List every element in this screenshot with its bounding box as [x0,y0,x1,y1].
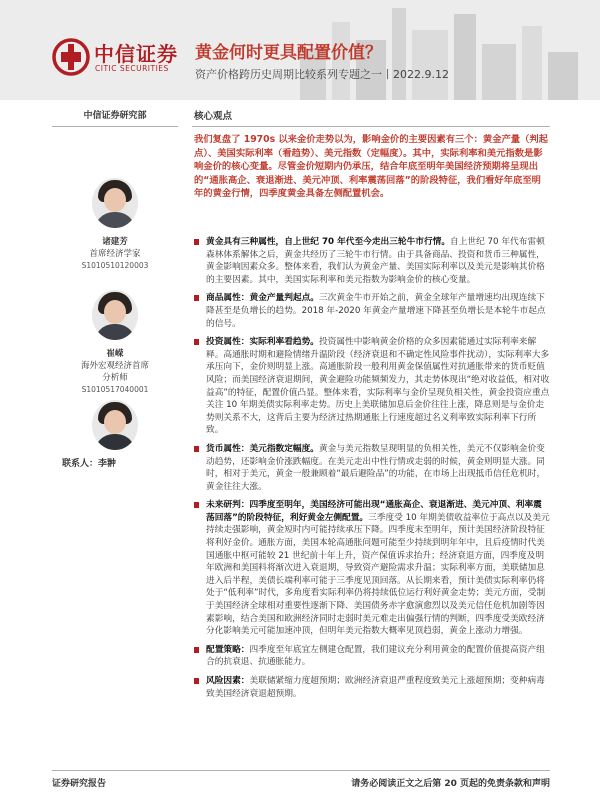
skyline-building [454,14,476,100]
contact-label: 联系人：李翀 [62,459,117,469]
analyst-role: 首席经济学家 [89,249,141,259]
main-divider [192,126,550,127]
core-summary: 我们复盘了 1970s 以来金价走势以为，影响金价的主要因素有三个：黄金产量（判起点）、美国实际利率（看趋势）、美元指数（定幅度）。其中，实际利率和美元指数是影响金价的核心变量。尽管金价短期内仍承压，结合年底至明年美国经济预期将呈现出的“通胀高企、衰退渐进、美元冲顶、利率震荡回落”的阶段特征，我们看好年底至明年的黄金行情，四季度黄金具备左侧配置机会。 [194,134,548,199]
point-body: 黄金与美元指数呈现明显的负相关性，美元不仅影响金价变动趋势，还影响金价涨跌幅度。在美元走出中性行情或走弱的时候，黄金则明显大涨。同时，相对于美元，黄金一般兼顾着“最后避险品”的功能，在市场上出现抵币信任危机时，黄金往往大涨。 [206,443,546,492]
bullet-square-icon [194,446,199,452]
point-heading: 商品属性：黄金产量判起点。 [206,293,319,304]
point-heading: 未来研判：四季度至明年，美国经济可能出现“通胀高企、衰退渐进、美元冲顶、利率震荡回落”的阶段特征，利好黄金左侧配置。 [206,500,542,523]
contact-photo [92,400,138,450]
analyst-cert: S1010517040001 [81,385,149,394]
footer-divider [52,770,550,771]
citic-logo-icon [52,38,90,76]
point-body: 四季度至年底宜左侧建仓配置，我们建议充分利用黄金的配置价值提高资产组合的抗衰退、抗通胀能力。 [206,644,545,668]
analyst-cert: S1010510120003 [81,261,149,270]
list-item [194,336,550,437]
brand-name-en: CITIC SECURITIES [95,64,169,73]
skyline-building [392,8,406,100]
key-points-list [194,236,550,706]
skyline-building [522,26,542,100]
analyst-name: 诸建芳 [102,237,128,247]
analyst-card [52,236,178,272]
point-heading: 投资属性：实际利率看趋势。 [206,337,319,348]
sidebar-divider [52,126,178,127]
point-heading: 货币属性：美元指数定幅度。 [206,443,319,454]
section-title: 核心观点 [194,111,233,122]
analyst-photo [92,178,138,228]
point-body: 三季度受 10 年期美债收益率位于高点以及美元持续走强影响，黄金短时内可能持续承压下降。四季度末至明年，预计美国经济阶段特征将利好金价。通胀方面，美国本轮高通胀问题可能至少持续到明年年中，且后疫情时代美国通胀中枢可能较 21 世纪前十年上升，资产保值诉求抬升；经济衰退方面，四季度及明年欧洲和美国料将渐次进入衰退期，导致资产避险需求升温；实际利率方面，美联储加息进入后半程，美债长端利率可能于三季度见顶回落。从长期来看，预计美债实际利率仍将处于“低利率”时代，多角度看实际利率仍将持续低位运行利好黄金走势；美元方面，受制于美国经济全球相对重要性逐渐下降、美国债务赤字愈演愈烈以及美元信任危机加剧等因素影响，结合美国和欧洲经济同时走弱时美元难走出偏强行情的判断，四季度受美欧经济分化影响美元可能加速冲顶，但明年美元指数大概率见顶趋弱，黄金上涨动力增强。 [206,512,550,637]
list-item [194,236,550,286]
analyst-card [52,348,178,396]
point-body: 投资属性中影响黄金价格的众多因素能通过实际利率来解释。高通胀时期和避险情绪升温阶段（经济衰退和不确定性风险事件扰动），实际利率大多承压向下，金价则明显上涨。高通胀阶段一般利用黄金保值属性对抗通胀带来的货币贬值风险；而美国经济衰退期间，黄金避险功能频频发力，其走势体现出“绝对收益低，相对收益高”的特征，配置价值凸显。整体来看，实际利率与金价呈现负相关性，黄金投资应重点关注 10 年期美债实际利率走势。历史上美联储加息后金价往往上涨，降息则是与金价走势则关系不大，这背后主要为经济过热期通胀上行速度超过名义利率致实际利率下行所致。 [206,337,550,436]
analyst-role: 分析师 [102,373,128,383]
report-subtitle: 资产价格跨历史周期比较系列专题之一丨2022.9.12 [195,68,449,81]
point-body: 三次黄金牛市开始之前，黄金全球年产量增速均出现连续下降甚至是负增长的趋势。2018 年-2020 年黄金产量增速下降甚至负增长是本轮牛市起点的信号。 [206,293,546,329]
report-title: 黄金何时更具配置价值？ [195,43,382,63]
point-heading: 黄金具有三种属性，自上世纪 70 年代至今走出三轮牛市行情。 [206,237,451,247]
skyline-building [548,52,578,100]
institute-label: 中信证券研究部 [83,111,147,121]
point-body: 自上世纪 70 年代布雷顿森林体系解体之后，黄金共经历了三轮牛市行情。由于具备商品、投资和货币三种属性，黄金影响因素众多。整体来看，我们认为黄金产量、美国实际利率以及美元是影响其价格的主要因素。其中，美国实际利率和美元指数为影响金价的核心变量。 [206,237,545,285]
bullet-square-icon [194,295,199,301]
skyline-building [412,30,448,100]
list-item [194,499,550,638]
point-heading: 配置策略： [206,644,250,655]
analyst-name: 崔嵘 [106,349,124,359]
point-body: 美联储紧缩力度超预期；欧洲经济衰退严重程度致美元上涨超预期；变种病毒致美国经济衰退超预期。 [206,676,545,699]
analyst-role: 海外宏观经济首席 [80,361,149,371]
skyline-building [482,44,516,100]
list-item [194,443,550,493]
footer-disclaimer-link[interactable]: 请务必阅读正文之后第 20 页起的免责条款和声明 [351,779,550,789]
list-item [194,644,550,669]
bullet-square-icon [194,339,199,345]
list-item [194,292,550,330]
bullet-square-icon [194,239,199,245]
brand-name-cn: 中信证券 [94,42,178,66]
point-heading: 风险因素： [206,676,250,686]
list-item [194,675,550,700]
bullet-square-icon [194,502,199,508]
bullet-square-icon [194,678,199,684]
analyst-photo [92,290,138,340]
footer-report-type: 证券研究报告 [52,779,107,789]
bullet-square-icon [194,647,199,653]
